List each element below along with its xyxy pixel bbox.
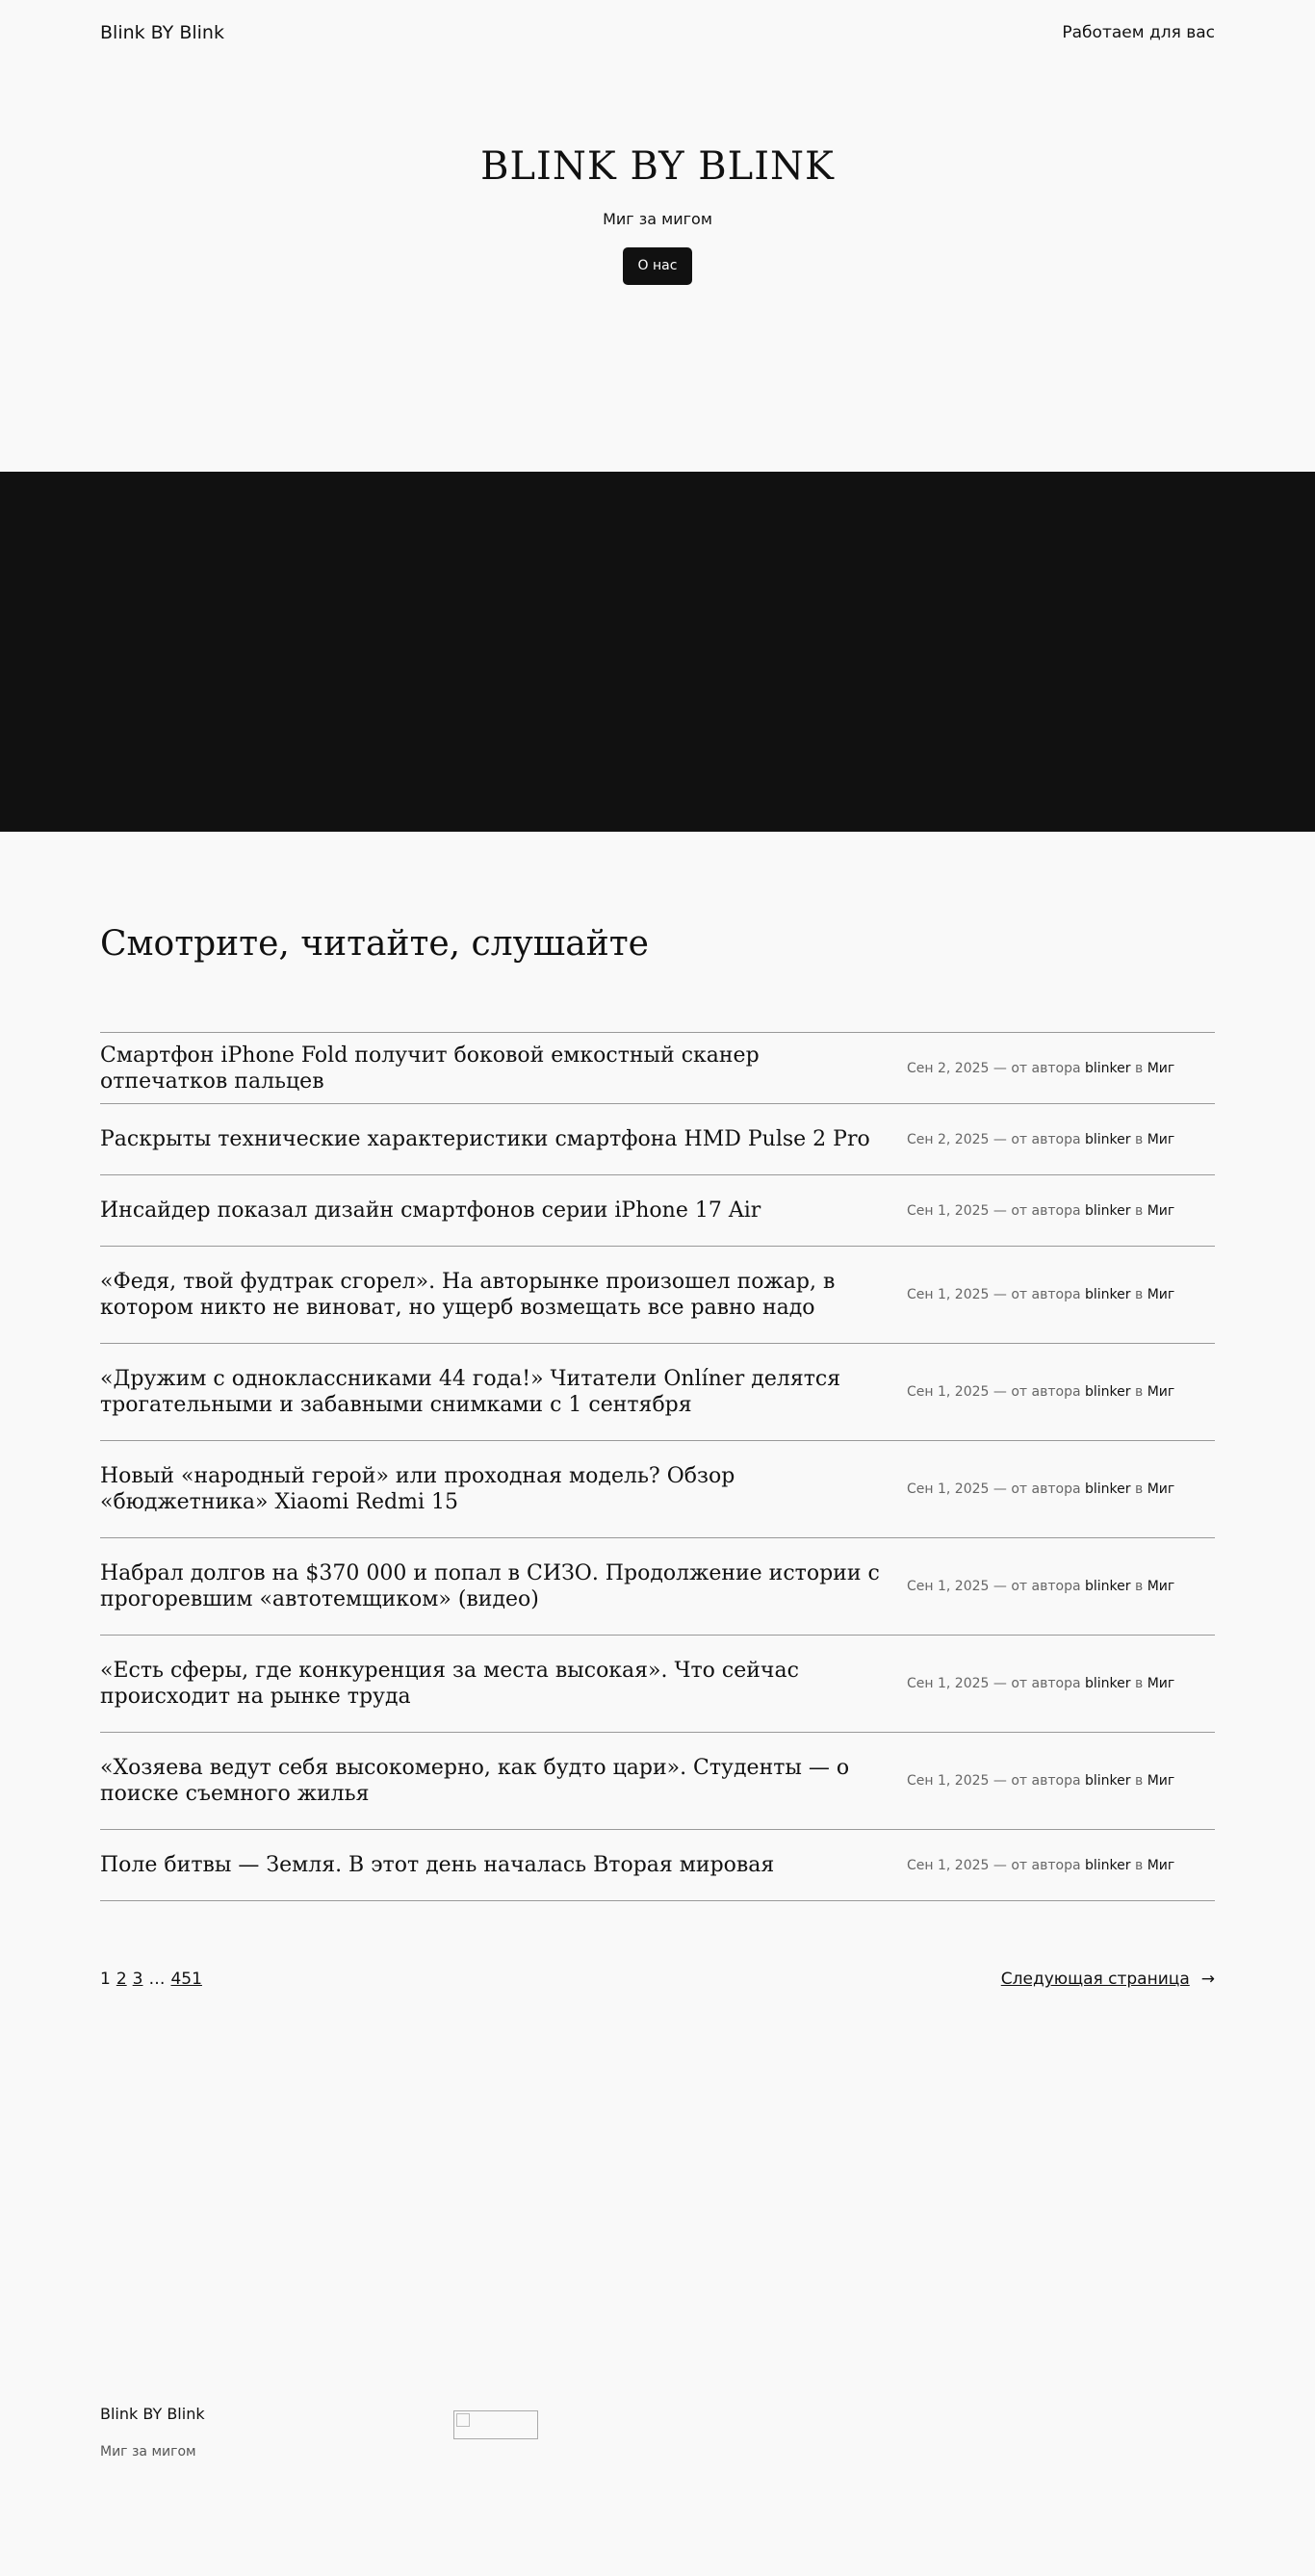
nav-link-work-for-you[interactable]: Работаем для вас xyxy=(1062,23,1215,42)
post-row xyxy=(100,1033,1215,1104)
site-header xyxy=(100,0,1215,65)
page-current: 1 xyxy=(100,1970,111,1989)
post-date: Сен 2, 2025 xyxy=(907,1131,990,1147)
post-list xyxy=(100,1032,1215,1901)
hero-title: BLINK BY BLINK xyxy=(480,144,835,189)
post-title-link[interactable]: Смартфон iPhone Fold получит боковой емкостный сканер отпечатков пальцев xyxy=(100,1043,760,1094)
post-in-label: в xyxy=(1134,1857,1144,1873)
post-category-link[interactable]: Миг xyxy=(1147,1579,1175,1594)
post-row xyxy=(100,1830,1215,1901)
post-in-label: в xyxy=(1134,1481,1144,1497)
post-by-label: — от автора xyxy=(993,1384,1081,1400)
post-by-label: — от автора xyxy=(993,1202,1081,1219)
broken-image-icon xyxy=(453,2410,538,2439)
pagination xyxy=(100,1967,1215,1992)
post-category-link[interactable]: Миг xyxy=(1147,1202,1175,1219)
post-date: Сен 1, 2025 xyxy=(907,1676,990,1691)
post-author-link[interactable]: blinker xyxy=(1084,1579,1131,1594)
post-by-label: — от автора xyxy=(993,1676,1081,1691)
post-meta xyxy=(907,1384,1215,1400)
post-author-link[interactable]: blinker xyxy=(1084,1676,1131,1691)
page-link[interactable]: 2 xyxy=(116,1970,127,1989)
post-in-label: в xyxy=(1134,1287,1144,1302)
post-in-label: в xyxy=(1134,1773,1144,1789)
post-row xyxy=(100,1175,1215,1247)
post-date: Сен 1, 2025 xyxy=(907,1579,990,1594)
post-by-label: — от автора xyxy=(993,1857,1081,1873)
page-link-last[interactable]: 451 xyxy=(170,1970,202,1989)
site-title-link[interactable]: Blink BY Blink xyxy=(100,22,224,43)
post-row xyxy=(100,1636,1215,1733)
post-in-label: в xyxy=(1134,1676,1144,1691)
post-row xyxy=(100,1733,1215,1830)
post-meta xyxy=(907,1132,1215,1147)
post-author-link[interactable]: blinker xyxy=(1084,1202,1131,1219)
post-by-label: — от автора xyxy=(993,1773,1081,1789)
post-date: Сен 1, 2025 xyxy=(907,1773,990,1789)
post-meta xyxy=(907,1579,1215,1594)
footer-site-title[interactable]: Blink BY Blink xyxy=(100,2405,205,2423)
post-by-label: — от автора xyxy=(993,1579,1081,1594)
post-author-link[interactable]: blinker xyxy=(1084,1773,1131,1789)
post-category-link[interactable]: Миг xyxy=(1147,1384,1175,1400)
post-author-link[interactable]: blinker xyxy=(1084,1481,1131,1497)
post-meta xyxy=(907,1676,1215,1691)
post-in-label: в xyxy=(1134,1131,1144,1147)
post-title-link[interactable]: Набрал долгов на $370 000 и попал в СИЗО. Продолжение истории с прогоревшим «автотемщиком» (видео) xyxy=(100,1561,880,1611)
post-category-link[interactable]: Миг xyxy=(1147,1131,1175,1147)
page-ellipsis: … xyxy=(148,1970,166,1989)
post-meta xyxy=(907,1773,1215,1789)
next-page-label: Следующая страница xyxy=(1000,1970,1190,1989)
post-row xyxy=(100,1104,1215,1175)
post-author-link[interactable]: blinker xyxy=(1084,1384,1131,1400)
post-category-link[interactable]: Миг xyxy=(1147,1287,1175,1302)
arrow-right-icon: → xyxy=(1200,1970,1215,1989)
post-row xyxy=(100,1441,1215,1538)
section-title: Смотрите, читайте, слушайте xyxy=(100,924,649,964)
post-category-link[interactable]: Миг xyxy=(1147,1773,1175,1789)
dark-banner xyxy=(0,472,1315,832)
post-title-link[interactable]: Новый «народный герой» или проходная модель? Обзор «бюджетника» Xiaomi Redmi 15 xyxy=(100,1464,735,1514)
post-meta xyxy=(907,1061,1215,1076)
post-date: Сен 1, 2025 xyxy=(907,1384,990,1400)
about-button[interactable]: О нас xyxy=(623,247,693,285)
post-row xyxy=(100,1538,1215,1636)
footer-tagline: Миг за мигом xyxy=(100,2444,196,2460)
post-by-label: — от автора xyxy=(993,1287,1081,1302)
hero-tagline: Миг за мигом xyxy=(603,210,712,228)
post-date: Сен 1, 2025 xyxy=(907,1287,990,1302)
post-row xyxy=(100,1247,1215,1344)
page-link[interactable]: 3 xyxy=(132,1970,143,1989)
site-footer xyxy=(100,2405,1215,2472)
post-title-link[interactable]: «Дружим с одноклассниками 44 года!» Читатели Onlíner делятся трогательными и забавными снимками с 1 сентября xyxy=(100,1367,841,1417)
post-in-label: в xyxy=(1134,1202,1144,1219)
hero-section xyxy=(0,144,1315,285)
post-meta xyxy=(907,1481,1215,1497)
post-by-label: — от автора xyxy=(993,1131,1081,1147)
post-date: Сен 1, 2025 xyxy=(907,1202,990,1219)
post-title-link[interactable]: Инсайдер показал дизайн смартфонов серии iPhone 17 Air xyxy=(100,1198,761,1223)
post-category-link[interactable]: Миг xyxy=(1147,1060,1175,1076)
post-author-link[interactable]: blinker xyxy=(1084,1857,1131,1873)
post-meta xyxy=(907,1858,1215,1873)
post-title-link[interactable]: «Федя, твой фудтрак сгорел». На авторынке произошел пожар, в котором никто не виноват, но ущерб возмещать все равно надо xyxy=(100,1270,836,1320)
post-in-label: в xyxy=(1134,1579,1144,1594)
post-title-link[interactable]: «Хозяева ведут себя высокомерно, как будто цари». Студенты — о поиске съемного жилья xyxy=(100,1756,850,1806)
post-title-link[interactable]: Поле битвы — Земля. В этот день началась Вторая мировая xyxy=(100,1853,775,1877)
post-author-link[interactable]: blinker xyxy=(1084,1131,1131,1147)
post-in-label: в xyxy=(1134,1384,1144,1400)
page-numbers xyxy=(100,1970,208,1989)
post-author-link[interactable]: blinker xyxy=(1084,1287,1131,1302)
post-category-link[interactable]: Миг xyxy=(1147,1481,1175,1497)
post-meta xyxy=(907,1287,1215,1302)
post-category-link[interactable]: Миг xyxy=(1147,1676,1175,1691)
post-author-link[interactable]: blinker xyxy=(1084,1060,1131,1076)
post-row xyxy=(100,1344,1215,1441)
post-category-link[interactable]: Миг xyxy=(1147,1857,1175,1873)
post-date: Сен 1, 2025 xyxy=(907,1481,990,1497)
next-page-link[interactable] xyxy=(1001,1970,1215,1989)
post-meta xyxy=(907,1203,1215,1219)
post-by-label: — от автора xyxy=(993,1060,1081,1076)
post-title-link[interactable]: Раскрыты технические характеристики смартфона HMD Pulse 2 Pro xyxy=(100,1127,870,1151)
post-in-label: в xyxy=(1134,1060,1144,1076)
post-title-link[interactable]: «Есть сферы, где конкуренция за места высокая». Что сейчас происходит на рынке труда xyxy=(100,1659,799,1709)
post-by-label: — от автора xyxy=(993,1481,1081,1497)
post-date: Сен 1, 2025 xyxy=(907,1857,990,1873)
post-date: Сен 2, 2025 xyxy=(907,1060,990,1076)
